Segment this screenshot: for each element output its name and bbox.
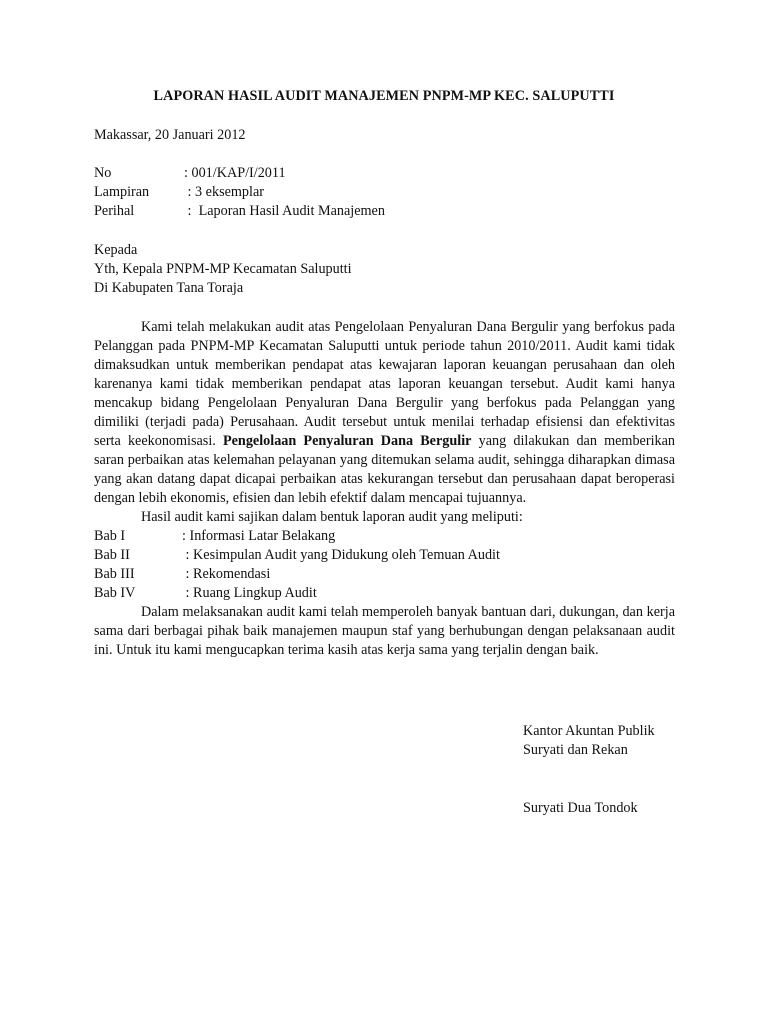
signature-firm-name: Suryati dan Rekan bbox=[523, 742, 628, 758]
chapter-row bbox=[94, 584, 675, 603]
chapter-row bbox=[94, 527, 675, 546]
chapter-title: : Informasi Latar Belakang bbox=[182, 528, 336, 544]
meta-label: No bbox=[94, 165, 112, 181]
paragraph-text: yang dilakukan dan memberikan saran perbaikan atas kelemahan pelayanan yang ditemukan selama audit, sehingga diharapkan dimasa yang akan datang dapat dicapai perbaikan atas kekurangan tersebut dan perusahaan dapat beroperasi dengan lebih ekonomis, efisien dan lebih efektif dalam mencapai tujuannya. bbox=[94, 433, 676, 506]
meta-value: : 001/KAP/I/2011 bbox=[184, 165, 286, 181]
signature-firm: Kantor Akuntan Publik bbox=[523, 723, 655, 739]
chapter-title: : Ruang Lingkup Audit bbox=[182, 585, 317, 601]
addressee-line: Di Kabupaten Tana Toraja bbox=[94, 280, 244, 296]
meta-row-attachment bbox=[94, 183, 654, 202]
signature-block bbox=[523, 722, 723, 760]
chapter-label: Bab I bbox=[94, 528, 126, 544]
chapter-row bbox=[94, 546, 675, 565]
meta-value: : 3 eksemplar bbox=[184, 184, 264, 200]
chapter-row bbox=[94, 565, 675, 584]
addressee-line: Yth, Kepala PNPM-MP Kecamatan Saluputti bbox=[94, 261, 352, 277]
addressee-line: Kepada bbox=[94, 242, 138, 258]
meta-label: Perihal bbox=[94, 203, 135, 219]
paragraph-text: Kami telah melakukan audit atas Pengelolaan Penyaluran Dana Bergulir yang berfokus pada Pelanggan pada PNPM-MP Kecamatan Saluputti untuk periode tahun 2010/2011. Audit kami tidak dimaksudkan untuk memberikan pendapat atas kewajaran laporan keuangan perusahaan dan oleh karenanya kami tidak memberikan pendapat atas laporan keuangan tersebut. Audit kami hanya mencakup bidang Pengelolaan Penyaluran Dana Bergulir yang berfokus pada Pelanggan yang dimiliki (terjadi pada) Perusahaan. Audit tersebut untuk menilai terhadap efisiensi dan efektivitas serta keekonomisasi. bbox=[94, 319, 675, 449]
meta-row-number bbox=[94, 164, 654, 183]
date-line: Makassar, 20 Januari 2012 bbox=[94, 127, 246, 143]
meta-row-subject bbox=[94, 202, 654, 221]
addressee-block bbox=[94, 241, 352, 298]
body-paragraph-scope: Hasil audit kami sajikan dalam bentuk laporan audit yang meliputi: bbox=[141, 509, 523, 525]
body-paragraph-thanks: Dalam melaksanakan audit kami telah memperoleh banyak bantuan dari, dukungan, dan kerja sama dari berbagai pihak baik manajemen maupun staf yang berhubungan dengan pelaksanaan audit ini. Untuk itu kami mengucapkan terima kasih atas kerja sama yang terjalin dengan baik. bbox=[94, 604, 675, 658]
emphasis-text: Pengelolaan Penyaluran Dana Bergulir bbox=[222, 433, 472, 449]
letter-body bbox=[94, 318, 675, 660]
chapter-label: Bab IV bbox=[94, 585, 136, 601]
meta-label: Lampiran bbox=[94, 184, 150, 200]
chapter-title: : Rekomendasi bbox=[182, 566, 271, 582]
document-title: LAPORAN HASIL AUDIT MANAJEMEN PNPM-MP KEC. SALUPUTTI bbox=[153, 88, 615, 104]
chapter-title: : Kesimpulan Audit yang Didukung oleh Temuan Audit bbox=[182, 547, 500, 563]
letter-meta bbox=[94, 164, 654, 221]
chapter-list bbox=[94, 527, 675, 603]
body-paragraph-intro bbox=[94, 318, 675, 508]
chapter-label: Bab III bbox=[94, 566, 135, 582]
meta-value: : Laporan Hasil Audit Manajemen bbox=[184, 203, 385, 219]
chapter-label: Bab II bbox=[94, 547, 130, 563]
signer-name: Suryati Dua Tondok bbox=[523, 800, 638, 816]
